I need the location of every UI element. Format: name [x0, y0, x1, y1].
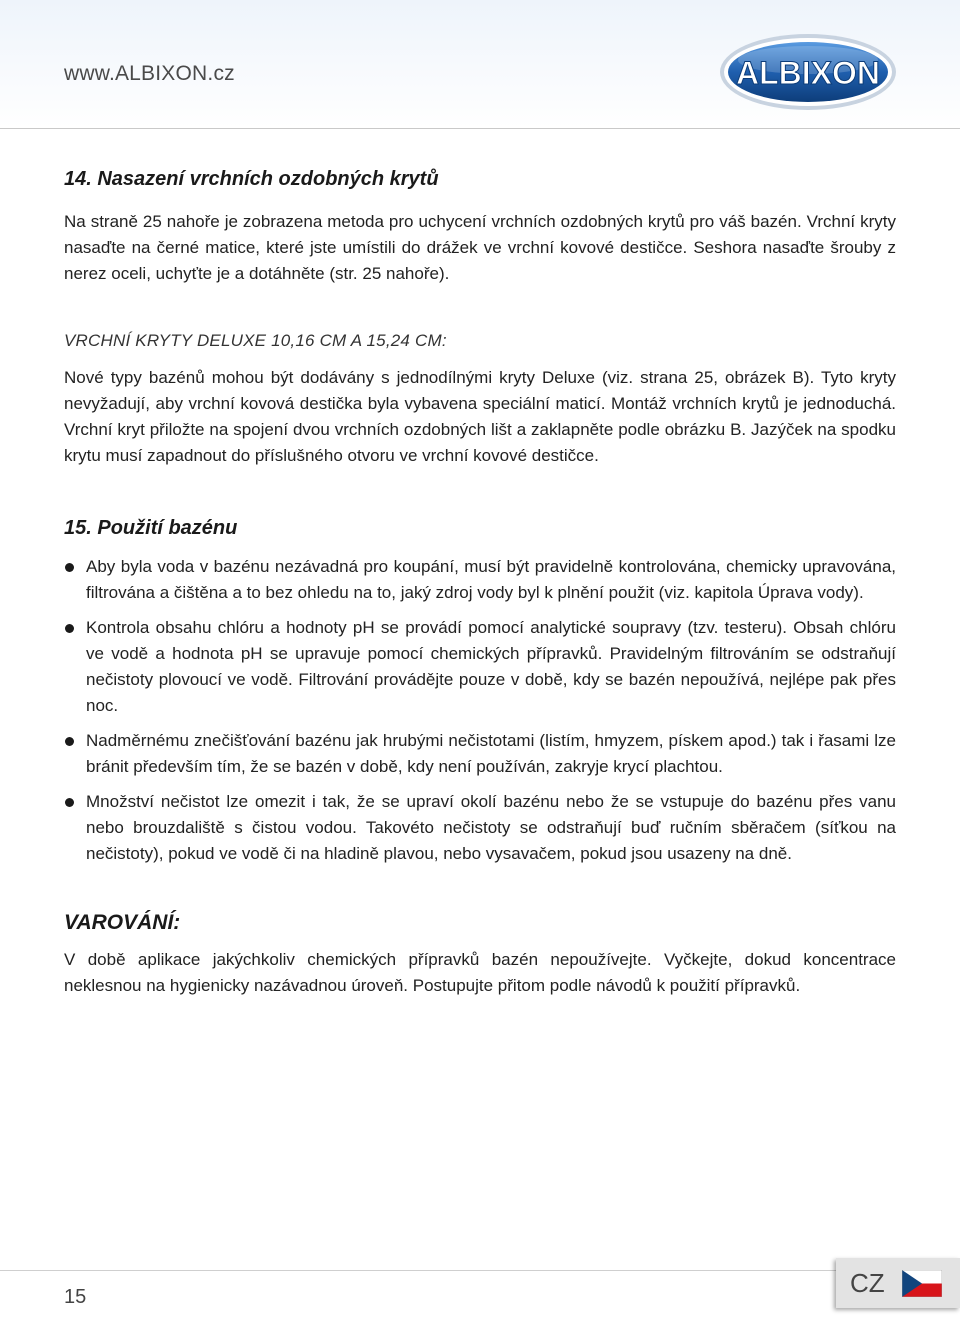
language-badge	[836, 1258, 960, 1308]
main-content	[64, 168, 896, 999]
list-item: Nadměrnému znečišťování bazénu jak hrubými nečistotami (listím, hmyzem, pískem apod.) tak i řasami lze bránit především tím, že se bazén v době, kdy není používán, zakryje krycí plachtou.	[64, 728, 896, 780]
page-number: 15	[64, 1286, 87, 1308]
warning-title: VAROVÁNÍ:	[64, 911, 181, 934]
warning-paragraph: V době aplikace jakýchkoliv chemických přípravků bazén nepoužívejte. Vyčkejte, dokud koncentrace neklesnou na hygienicky nazávadnou úroveň. Postupujte přitom podle návodů k použití přípravků.	[64, 950, 896, 995]
list-item: Množství nečistot lze omezit i tak, že se upraví okolí bazénu nebo že se vstupuje do bazénu přes vanu nebo brouzdaliště s čistou vodou. Takovéto nečistoty se odstraňují buď ručním sběračem (síťkou na nečistoty), pokud ve vodě či na hladině plavou, nebo vysavačem, pokud jsou usazeny na dně.	[64, 789, 896, 867]
page-header	[0, 0, 960, 129]
section-14-paragraph: Na straně 25 nahoře je zobrazena metoda pro uchycení vrchních ozdobných krytů pro váš bazén. Vrchní kryty nasaďte na černé matice, které jste umístili do drážek ve vrchní kovové destičce. Seshora nasaďte šrouby z nerez oceli, uchyťte je a dotáhněte (str. 25 nahoře).	[64, 212, 896, 283]
site-url: www.ALBIXON.cz	[64, 62, 235, 85]
list-item: Aby byla voda v bazénu nezávadná pro koupání, musí být pravidelně kontrolována, chemicky upravována, filtrována a čištěna a to bez ohledu na to, jaký zdroj vody byl k plnění použit (viz. kapitola Úprava vody).	[64, 554, 896, 606]
footer-divider	[0, 1270, 960, 1271]
deluxe-covers-subheading: VRCHNÍ KRYTY DELUXE 10,16 CM A 15,24 CM:	[64, 331, 447, 350]
list-item: Kontrola obsahu chlóru a hodnoty pH se provádí pomocí analytické soupravy (tzv. testeru). Obsah chlóru ve vodě a hodnota pH se upravuje pomocí chemických přípravků. Pravidelným filtrováním se odstraňují nečistoty plovoucí ve vodě. Filtrování provádějte pouze v době, kdy se bazén nepoužívá, nejlépe pak přes noc.	[64, 615, 896, 719]
section-14-title: 14. Nasazení vrchních ozdobných krytů	[64, 168, 439, 190]
albixon-logo	[718, 32, 898, 112]
pool-usage-list	[64, 554, 896, 867]
deluxe-covers-paragraph: Nové typy bazénů mohou být dodávány s jednodílnými kryty Deluxe (viz. strana 25, obrázek B). Tyto kryty nevyžadují, aby vrchní kovová destička byla vybavena speciální maticí. Montáž vrchních krytů je jednoduchá. Vrchní kryt přiložte na spojení dvou vrchních ozdobných lišt a zaklapněte podle obrázku B. Jazýček na spodku krytu musí zapadnout do příslušného otvoru ve vrchní kovové destičce.	[64, 368, 896, 465]
svg-text:ALBIXON: ALBIXON	[736, 55, 880, 91]
language-code: CZ	[850, 1268, 885, 1298]
section-15-title: 15. Použití bazénu	[64, 517, 238, 539]
czech-flag-icon	[902, 1270, 942, 1297]
